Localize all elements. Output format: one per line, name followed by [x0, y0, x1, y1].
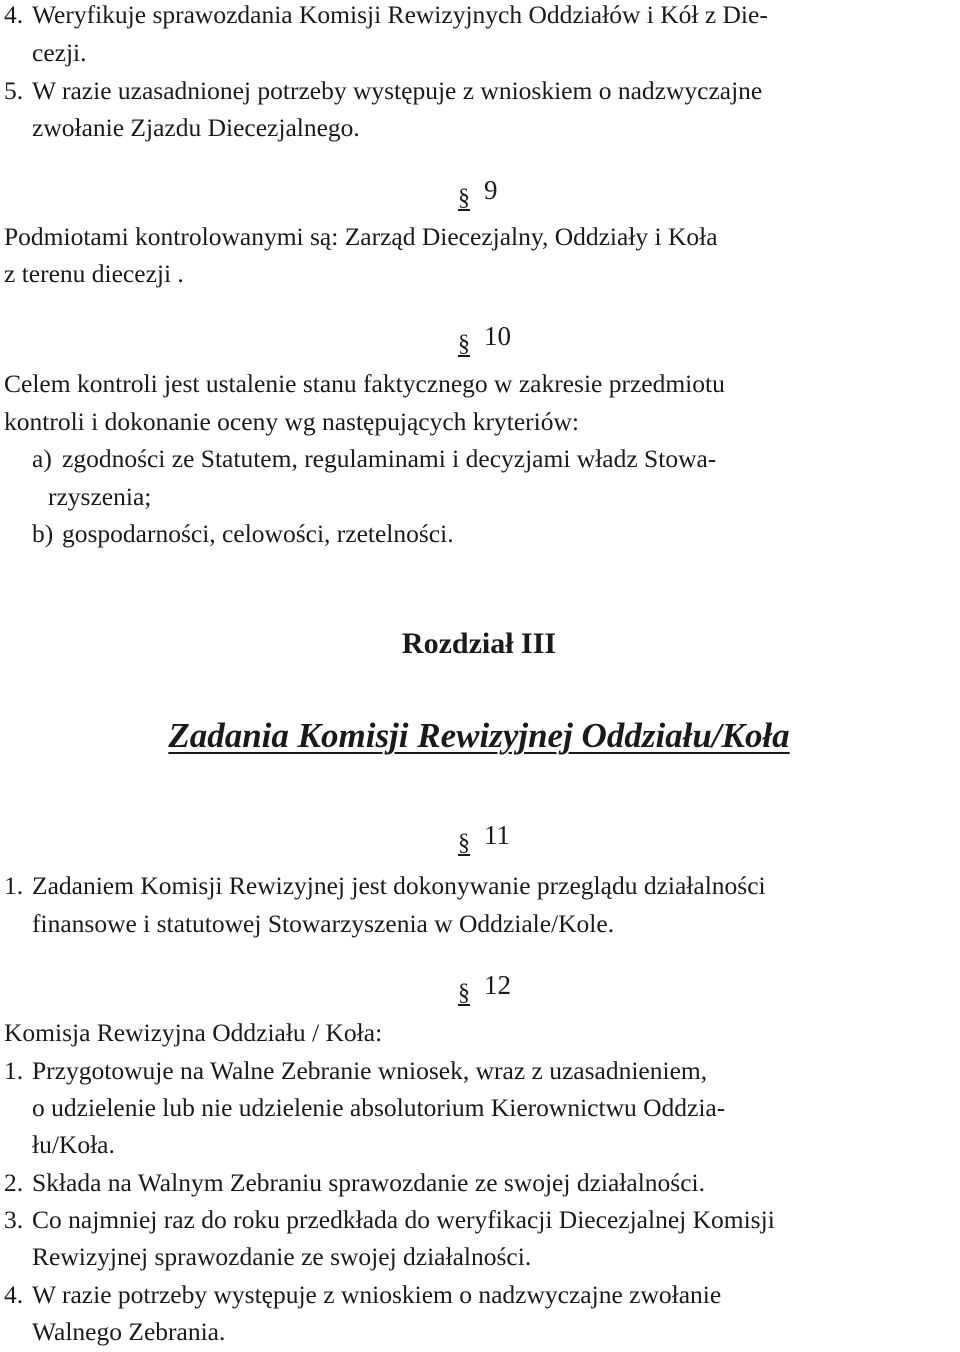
section-symbol: §: [458, 331, 470, 357]
text-run: Weryfikuje sprawozdania Komisji Rewizyjnych Oddziałów i Kół z Die-: [32, 0, 768, 29]
section-symbol: §: [458, 185, 470, 211]
item-text-line: Co najmniej raz do roku przedkłada do weryfikacji Diecezjalnej Komisji: [32, 1205, 775, 1234]
item-text-line: Składa na Walnym Zebraniu sprawozdanie ze swojej działalności.: [32, 1168, 705, 1197]
chapter-title: [4, 716, 954, 756]
item-letter: b): [32, 519, 54, 548]
section-number: 10: [484, 321, 511, 351]
item-text-line: finansowe i statutowej Stowarzyszenia w Oddziale/Kole.: [32, 909, 615, 938]
item-number: 2.: [4, 1168, 24, 1197]
item-text-line: Rewizyjnej sprawozdanie ze swojej działalności.: [32, 1242, 532, 1271]
section-heading-9: [458, 175, 498, 211]
item-text-line: rzyszenia;: [48, 482, 152, 511]
chapter-heading: Rozdział III: [401, 627, 557, 660]
item-text-line: zwołanie Zjazdu Diecezjalnego.: [32, 113, 360, 142]
item-text-line: Walnego Zebrania.: [32, 1317, 226, 1346]
section-heading-12: [458, 970, 511, 1006]
item-text-line: gospodarności, celowości, rzetelności.: [62, 519, 454, 548]
item-letter: a): [32, 444, 52, 473]
chapter-title-text: Zadania Komisji Rewizyjnej Oddziału/Koła: [168, 716, 790, 755]
item-text-line: [32, 0, 954, 30]
section-symbol: §: [458, 980, 470, 1006]
item-number: 1.: [4, 871, 24, 900]
paragraph-line: z terenu diecezji .: [4, 259, 184, 288]
item-number: 5.: [4, 76, 24, 105]
section-heading-10: [458, 321, 511, 357]
item-text-line: W razie potrzeby występuje z wnioskiem o nadzwyczajne zwołanie: [32, 1280, 722, 1309]
paragraph-line: kontroli i dokonanie oceny wg następujących kryteriów:: [4, 407, 580, 436]
item-text-line: łu/Koła.: [32, 1130, 115, 1159]
section-number: 9: [484, 175, 498, 205]
item-text-line: W razie uzasadnionej potrzeby występuje z wnioskiem o nadzwyczajne: [32, 76, 763, 105]
item-number: 3.: [4, 1205, 24, 1234]
item-text-line: cezji.: [32, 38, 87, 67]
item-text-line: Przygotowuje na Walne Zebranie wniosek, wraz z uzasadnieniem,: [32, 1056, 708, 1085]
item-text-line: zgodności ze Statutem, regulaminami i decyzjami władz Stowa-: [62, 444, 717, 473]
item-text-line: Zadaniem Komisji Rewizyjnej jest dokonywanie przeglądu działalności: [32, 871, 766, 900]
item-text-line: o udzielenie lub nie udzielenie absolutorium Kierownictwu Oddzia-: [32, 1093, 726, 1122]
section-number: 11: [484, 820, 510, 850]
section-heading-11: [458, 820, 510, 856]
item-number: 4.: [4, 1280, 24, 1309]
paragraph-line: Podmiotami kontrolowanymi są: Zarząd Diecezjalny, Oddziały i Koła: [4, 222, 718, 251]
paragraph-intro: Komisja Rewizyjna Oddziału / Koła:: [4, 1018, 383, 1047]
section-number: 12: [484, 970, 511, 1000]
paragraph-line: Celem kontroli jest ustalenie stanu faktycznego w zakresie przedmiotu: [4, 369, 725, 398]
item-number: 1.: [4, 1056, 24, 1085]
section-symbol: §: [458, 830, 470, 856]
item-number: 4.: [4, 0, 24, 29]
